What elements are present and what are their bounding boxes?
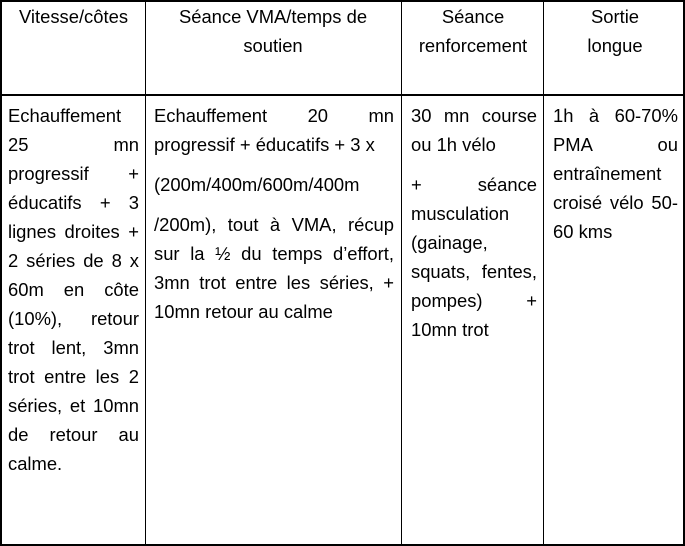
cell-text: Echauffement 25 mn progressif + éducatifs + 3 lignes droites + 2 séries de 8 x 60m en côte (10%), retour trot lent, 3mn trot entre les 2 séries, et 10mn de retour au calme. [8,105,139,474]
column-divider [543,2,544,544]
header-sortie-longue [547,2,683,60]
cell-seance-vma [154,101,394,326]
cell-sortie-longue [553,101,678,246]
header-label: Sortie longue [587,6,643,56]
cell-seance-renforcement [411,101,537,344]
header-seance-vma [147,2,399,60]
cell-vitesse-cotes [8,101,139,478]
cell-paragraph: (200m/400m/600m/400m [154,174,360,195]
header-divider [2,94,683,96]
header-label: Séance renforcement [418,6,528,56]
header-vitesse-cotes [4,2,143,31]
header-label: Séance VMA/temps de soutien [178,6,368,56]
cell-text: 1h à 60-70% PMA ou entraînement croisé vélo 50-60 kms [553,105,678,242]
header-seance-renforcement [409,2,537,60]
cell-paragraph: /200m), tout à VMA, récup sur la ½ du temps d’effort, 3mn trot entre les séries, + 10mn retour au calme [154,214,394,322]
cell-paragraph: + séance musculation (gainage, squats, fentes, pompes) + 10mn trot [411,174,537,340]
cell-paragraph: Echauffement 20 mn progressif + éducatifs + 3 x [154,105,394,155]
cell-paragraph: 30 mn course ou 1h vélo [411,105,537,155]
header-label: Vitesse/côtes [18,6,129,27]
column-divider [145,2,146,544]
column-divider [401,2,402,544]
